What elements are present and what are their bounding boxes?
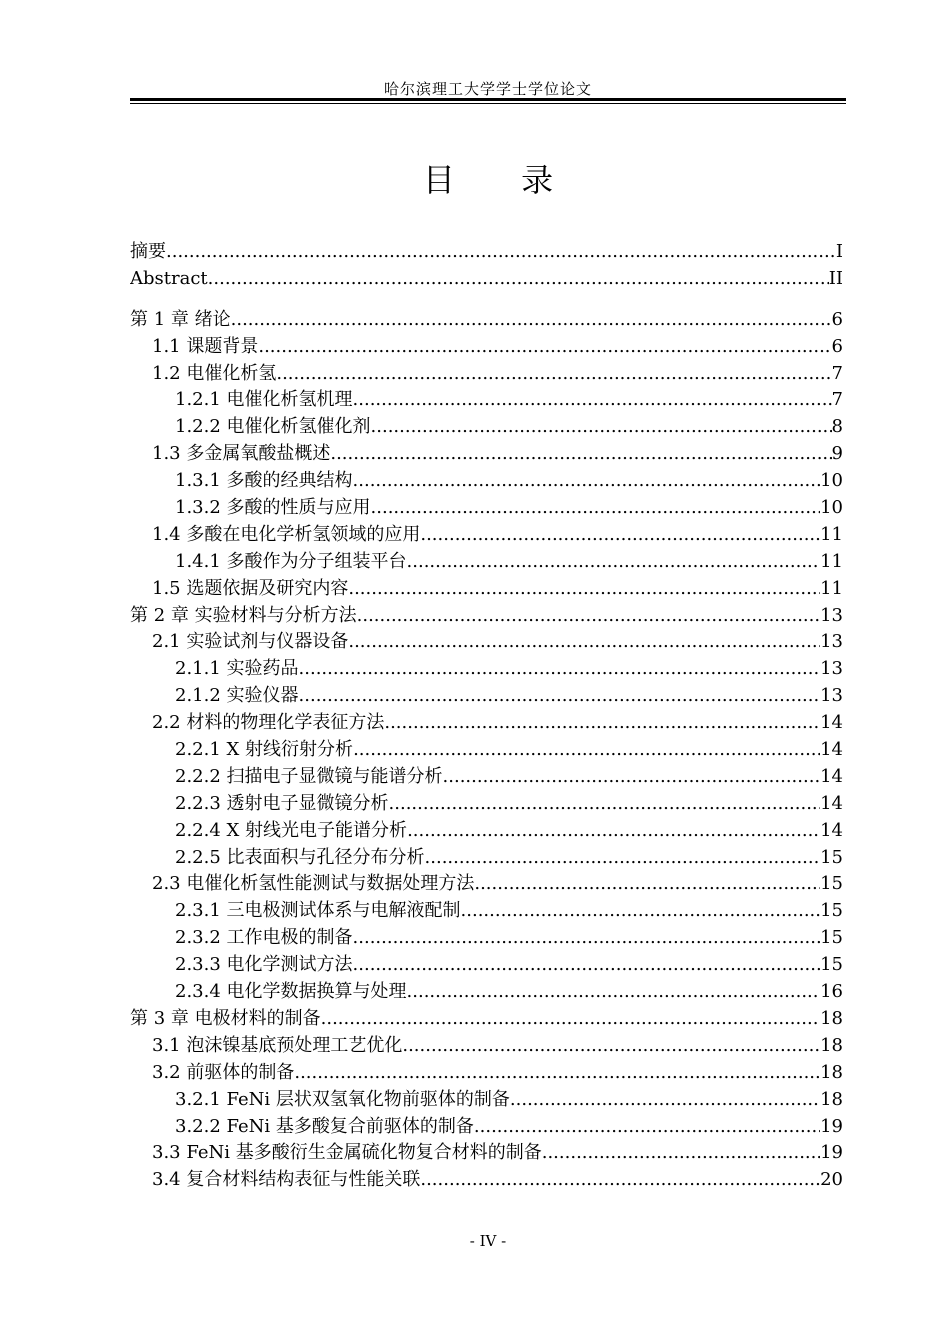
toc-entry[interactable] [130, 414, 843, 441]
toc-entry[interactable] [130, 1006, 843, 1033]
toc-entry[interactable] [130, 441, 843, 468]
toc-entry-page: 10 [820, 470, 843, 492]
toc-entry-page: 18 [820, 1034, 843, 1056]
toc-entry-page: 19 [820, 1142, 843, 1164]
toc-entry-page: 14 [820, 819, 843, 841]
toc-entry-page: I [835, 241, 843, 262]
toc-leader-dots [474, 871, 820, 898]
toc-entry-label: 3.2.2 FeNi 基多酸复合前驱体的制备 [175, 1115, 474, 1137]
toc-entry-page: 14 [820, 765, 843, 787]
toc-leader-dots [353, 952, 821, 979]
toc-leader-dots [443, 764, 821, 791]
toc-leader-dots [166, 239, 836, 266]
toc-entry-page: 7 [831, 362, 843, 384]
toc-leader-dots [407, 549, 821, 576]
toc-entry-page: 11 [820, 550, 843, 572]
toc-entry[interactable] [130, 361, 843, 388]
toc-entry[interactable] [130, 818, 843, 845]
toc-entry-page: 14 [820, 712, 843, 734]
toc-leader-dots [461, 898, 821, 925]
page-title: 目 录 [422, 161, 582, 199]
toc-entry-page: 15 [820, 954, 843, 976]
toc-entry-label: 2.3.2 工作电极的制备 [175, 927, 353, 949]
toc-entry-label: 3.2 前驱体的制备 [152, 1061, 295, 1083]
header-rule-thick [130, 98, 846, 101]
toc-leader-dots [330, 441, 831, 468]
toc-entry-label: 2.3.3 电化学测试方法 [175, 954, 353, 976]
toc-entry[interactable] [130, 495, 843, 522]
toc-entry[interactable] [130, 898, 843, 925]
toc-leader-dots [402, 1033, 820, 1060]
toc-leader-dots [420, 1167, 820, 1194]
toc-entry-label: 1.2.1 电催化析氢机理 [175, 389, 353, 411]
toc-entry-page: 7 [831, 389, 843, 411]
toc-leader-dots [371, 495, 821, 522]
toc-entry-page: 18 [820, 1088, 843, 1110]
toc-entry-label: 2.2.4 X 射线光电子能谱分析 [175, 819, 408, 841]
page-header: 哈尔滨理工大学学士学位论文 [383, 80, 592, 98]
toc-entry-label: 1.5 选题依据及研究内容 [152, 577, 349, 599]
toc-entry-page: 9 [831, 443, 843, 465]
toc-leader-dots [542, 1140, 820, 1167]
toc-entry-label: 2.3.4 电化学数据换算与处理 [175, 981, 407, 1003]
toc-entry-label: 3.2.1 FeNi 层状双氢氧化物前驱体的制备 [175, 1088, 510, 1110]
toc-leader-dots [371, 414, 832, 441]
toc-entry-page: 6 [831, 308, 843, 330]
toc-entry-label: Abstract [130, 267, 208, 289]
toc-entry-label: 2.1 实验试剂与仪器设备 [152, 631, 349, 653]
toc-leader-dots [258, 334, 831, 361]
toc-entry-page: 19 [820, 1115, 843, 1137]
toc-entry-label: 1.3.1 多酸的经典结构 [175, 470, 353, 492]
toc-entry-label: 2.2.1 X 射线衍射分析 [175, 739, 354, 761]
toc-entry[interactable] [130, 266, 843, 293]
toc-leader-dots [231, 307, 832, 334]
toc-entry[interactable] [130, 603, 843, 630]
toc-entry[interactable] [130, 952, 843, 979]
toc-entry[interactable] [130, 710, 843, 737]
toc-entry-label: 2.1.1 实验药品 [175, 658, 299, 680]
toc-entry[interactable] [130, 1114, 843, 1141]
toc-entry-page: 13 [820, 604, 843, 626]
toc-entry[interactable] [130, 656, 843, 683]
toc-entry-page: II [828, 267, 843, 289]
toc-entry-label: 1.2 电催化析氢 [152, 362, 277, 384]
toc-entry-label: 2.3.1 三电极测试体系与电解液配制 [175, 900, 461, 922]
toc-entry[interactable] [130, 307, 843, 334]
toc-entry-page: 6 [831, 335, 843, 357]
toc-leader-dots [353, 737, 820, 764]
toc-entry-label: 2.2 材料的物理化学表征方法 [152, 712, 385, 734]
toc-leader-dots [353, 925, 821, 952]
toc-leader-dots [407, 818, 820, 845]
toc-entry[interactable] [130, 764, 843, 791]
toc-entry[interactable] [130, 549, 843, 576]
toc-entry-page: 18 [820, 1007, 843, 1029]
toc-entry-page: 11 [820, 523, 843, 545]
toc-leader-dots [276, 361, 831, 388]
toc-entry-label: 2.1.2 实验仪器 [175, 685, 299, 707]
toc-entry[interactable] [130, 1087, 843, 1114]
toc-leader-dots [474, 1114, 820, 1141]
toc-entry-page: 18 [820, 1061, 843, 1083]
toc-entry[interactable] [130, 979, 843, 1006]
page-number: - IV - [469, 1232, 507, 1250]
toc-entry[interactable] [130, 387, 843, 414]
toc-entry[interactable] [130, 1033, 843, 1060]
toc-entry-label: 1.3 多金属氧酸盐概述 [152, 443, 331, 465]
toc-leader-dots [425, 845, 821, 872]
toc-entry[interactable] [130, 1167, 843, 1194]
toc-entry[interactable] [130, 334, 843, 361]
toc-entry[interactable] [130, 737, 843, 764]
toc-entry[interactable] [130, 683, 843, 710]
toc-leader-dots [353, 468, 821, 495]
toc-entry[interactable] [130, 871, 843, 898]
toc-entry-label: 1.4 多酸在电化学析氢领域的应用 [152, 523, 421, 545]
toc-entry-page: 8 [831, 416, 843, 438]
toc-entry-label: 2.2.3 透射电子显微镜分析 [175, 792, 389, 814]
toc-entry-page: 20 [820, 1169, 843, 1191]
toc-entry-page: 15 [820, 846, 843, 868]
toc-leader-dots [353, 387, 832, 414]
toc-leader-dots [299, 683, 821, 710]
toc-entry-label: 第 3 章 电极材料的制备 [130, 1007, 321, 1029]
toc-entry[interactable] [130, 925, 843, 952]
toc-leader-dots [299, 656, 821, 683]
toc-entry-page: 15 [820, 900, 843, 922]
toc-entry[interactable] [130, 845, 843, 872]
toc-entry-label: 3.3 FeNi 基多酸衍生金属硫化物复合材料的制备 [152, 1142, 542, 1164]
toc-entry-page: 13 [820, 685, 843, 707]
toc-entry-page: 14 [820, 739, 843, 761]
toc-entry[interactable] [130, 1140, 843, 1167]
toc-entry-label: 摘要 [130, 241, 166, 262]
toc-entry[interactable] [130, 522, 843, 549]
toc-leader-dots [407, 979, 821, 1006]
toc-leader-dots [510, 1087, 820, 1114]
toc-entry-page: 16 [820, 981, 843, 1003]
toc-entry-label: 第 2 章 实验材料与分析方法 [130, 604, 357, 626]
toc-leader-dots [321, 1006, 820, 1033]
toc-entry-label: 2.2.2 扫描电子显微镜与能谱分析 [175, 765, 443, 787]
toc-entry-page: 14 [820, 792, 843, 814]
toc-entry-label: 1.3.2 多酸的性质与应用 [175, 497, 371, 519]
toc-entry[interactable] [130, 468, 843, 495]
toc-entry-label: 2.2.5 比表面积与孔径分布分析 [175, 846, 425, 868]
toc-entry-page: 13 [820, 631, 843, 653]
toc-entry-label: 3.1 泡沫镍基底预处理工艺优化 [152, 1034, 403, 1056]
toc-leader-dots [348, 576, 820, 603]
toc-entry-page: 15 [820, 873, 843, 895]
toc-entry-label: 1.2.2 电催化析氢催化剂 [175, 416, 371, 438]
toc-entry[interactable] [130, 1060, 843, 1087]
toc-entry-page: 10 [820, 497, 843, 519]
toc-leader-dots [208, 266, 829, 293]
toc-entry-label: 3.4 复合材料结构表征与性能关联 [152, 1169, 421, 1191]
toc-entry[interactable] [130, 629, 843, 656]
toc-leader-dots [357, 603, 820, 630]
toc-entry[interactable] [130, 239, 843, 266]
toc-entry[interactable] [130, 791, 843, 818]
toc-leader-dots [384, 710, 820, 737]
table-of-contents [130, 239, 843, 1194]
toc-entry-page: 15 [820, 927, 843, 949]
toc-entry-label: 第 1 章 绪论 [130, 308, 231, 330]
toc-entry-page: 11 [820, 577, 843, 599]
toc-entry[interactable] [130, 576, 843, 603]
toc-entry-page: 13 [820, 658, 843, 680]
toc-entry-label: 1.1 课题背景 [152, 335, 259, 357]
toc-leader-dots [420, 522, 820, 549]
toc-entry-label: 2.3 电催化析氢性能测试与数据处理方法 [152, 873, 475, 895]
toc-entry-label: 1.4.1 多酸作为分子组装平台 [175, 550, 407, 572]
toc-leader-dots [348, 629, 820, 656]
header-rule-thin [130, 103, 846, 104]
toc-leader-dots [294, 1060, 820, 1087]
toc-leader-dots [389, 791, 821, 818]
